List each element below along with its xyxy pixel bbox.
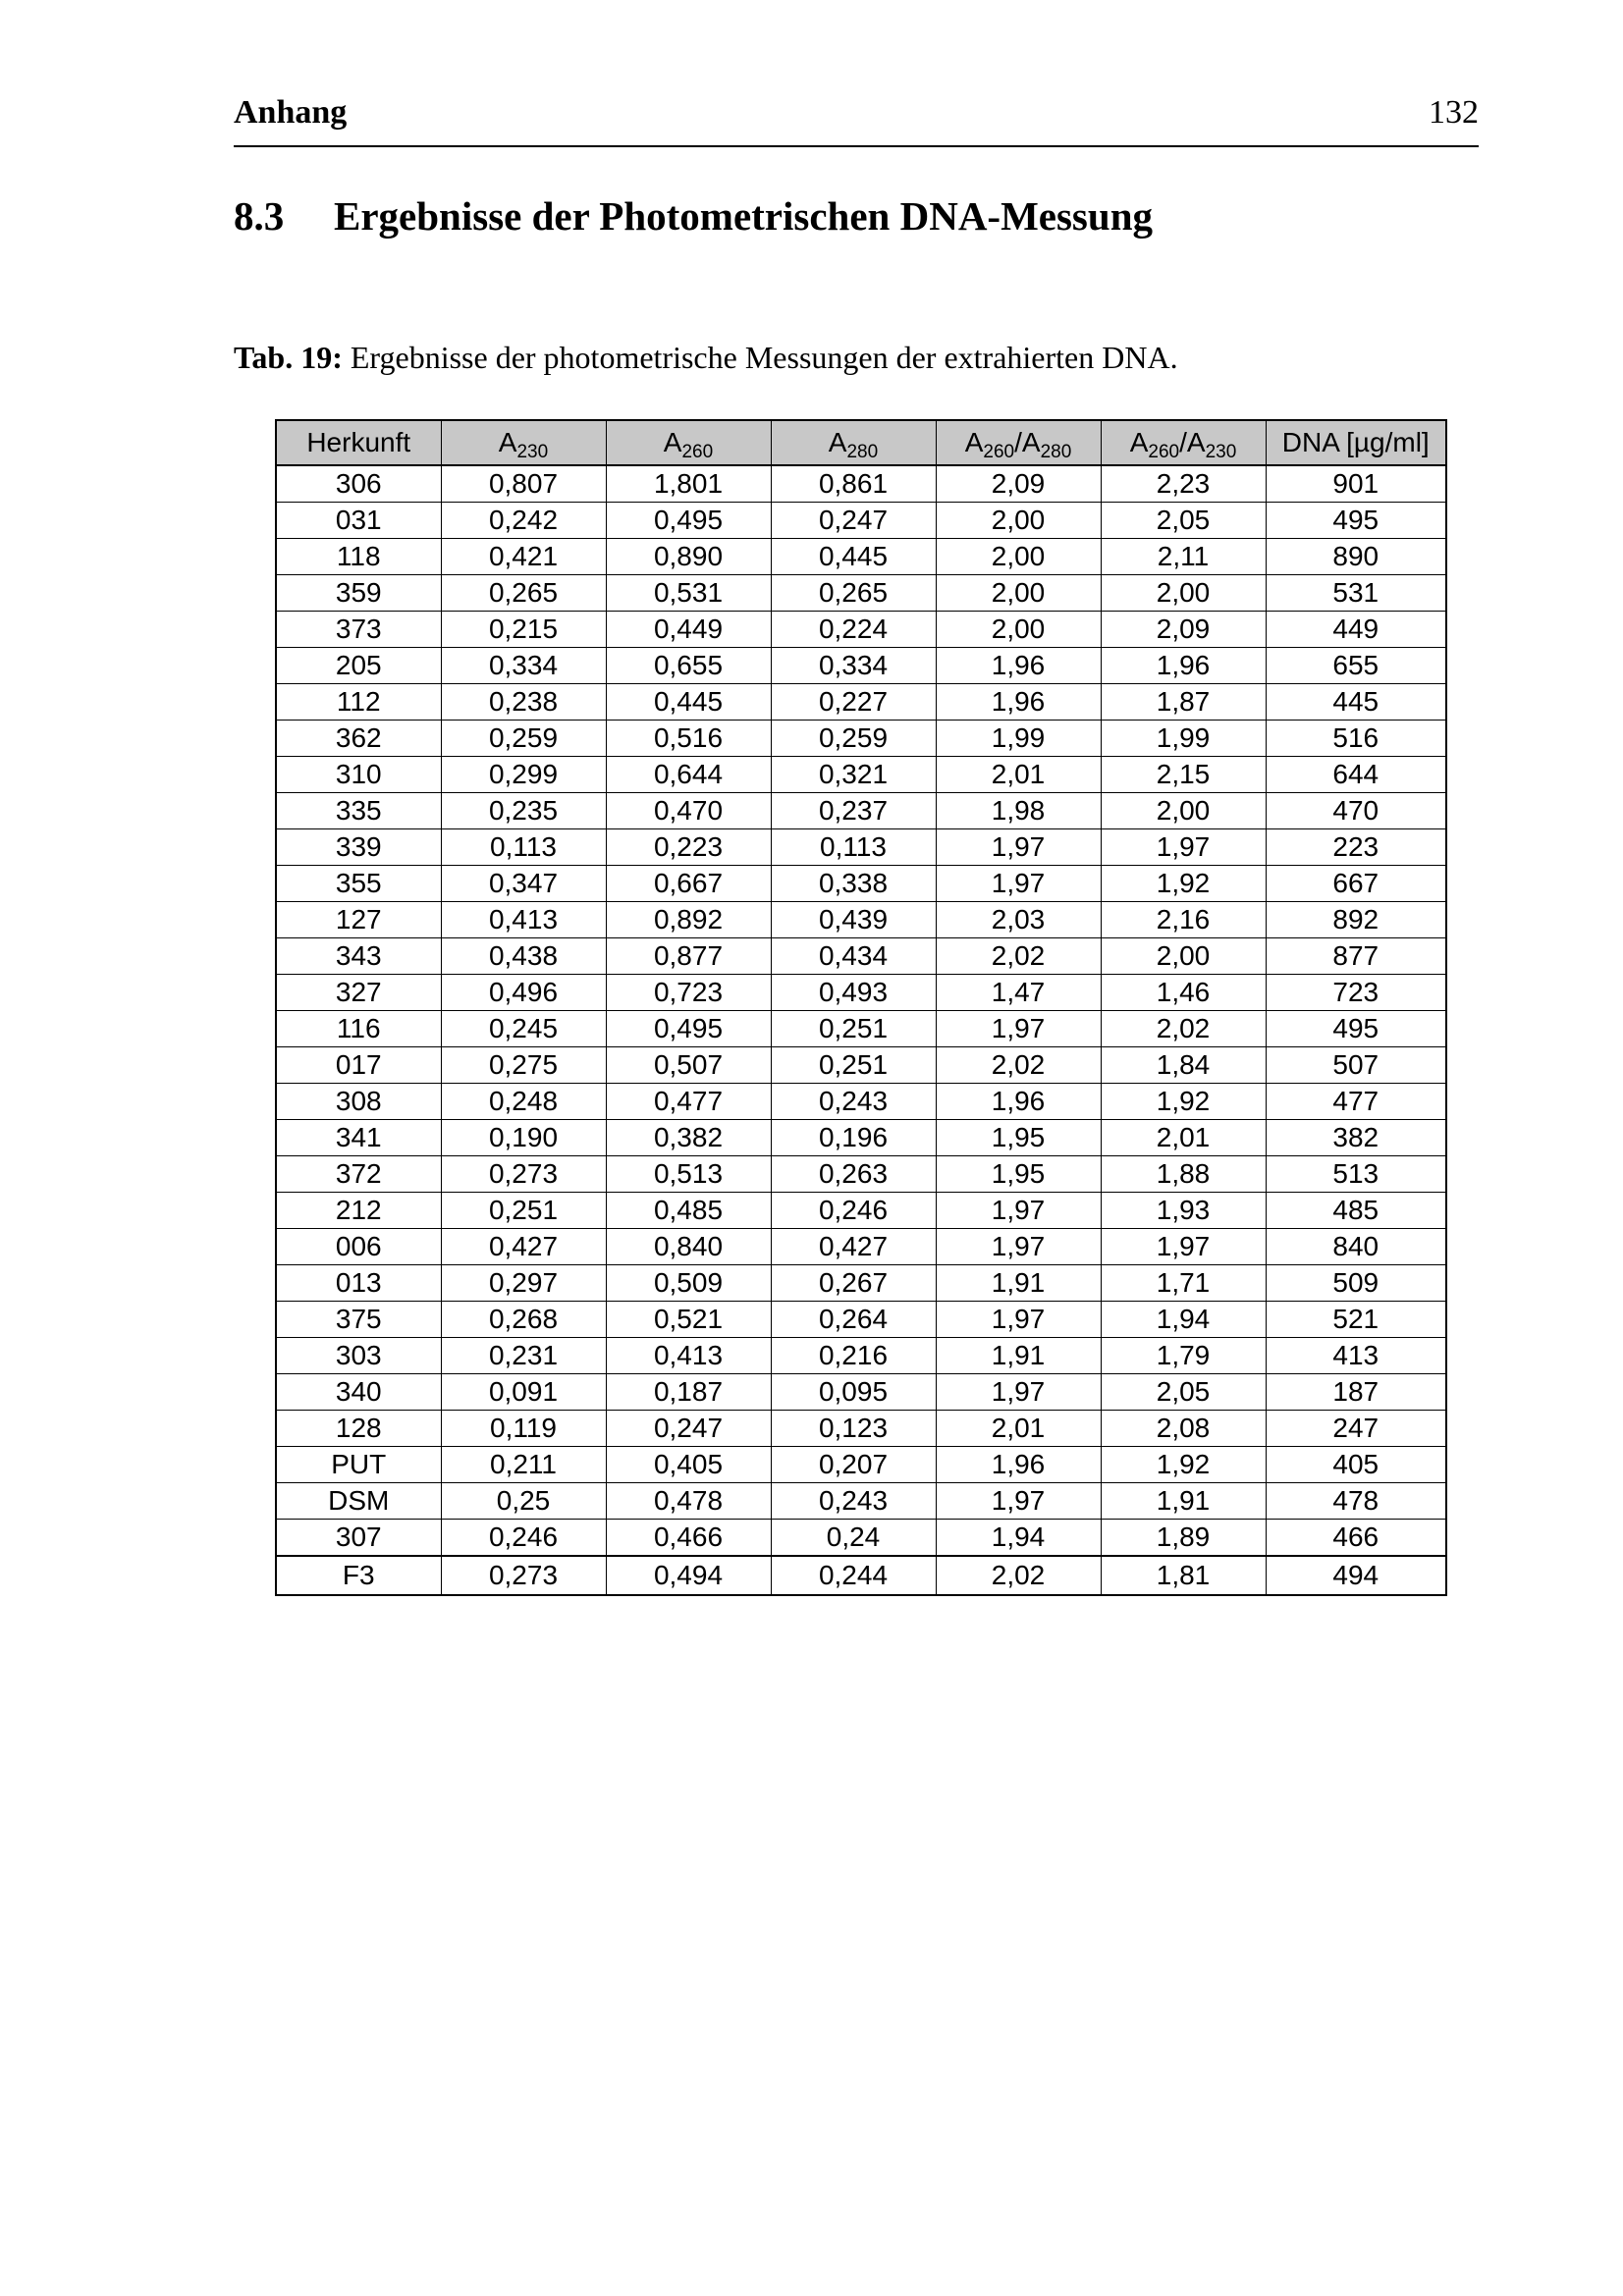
- cell-a280: 0,237: [771, 793, 936, 829]
- cell-a260-a230: 2,09: [1101, 612, 1266, 648]
- cell-herkunft: 362: [276, 721, 441, 757]
- cell-a260-a230: 1,99: [1101, 721, 1266, 757]
- cell-a230: 0,119: [441, 1411, 606, 1447]
- cell-a260: 0,382: [606, 1120, 771, 1156]
- cell-a280: 0,445: [771, 539, 936, 575]
- cell-a260: 0,723: [606, 975, 771, 1011]
- table-header-row: [276, 420, 1446, 465]
- column-header-a260-a280: [936, 420, 1101, 465]
- cell-a280: 0,321: [771, 757, 936, 793]
- cell-a280: 0,196: [771, 1120, 936, 1156]
- subscript: 260: [983, 442, 1015, 462]
- cell-a260-a280: 2,02: [936, 1047, 1101, 1084]
- cell-a260-a280: 2,01: [936, 1411, 1101, 1447]
- cell-a260-a280: 1,99: [936, 721, 1101, 757]
- cell-a260-a280: 1,97: [936, 1193, 1101, 1229]
- cell-a230: 0,297: [441, 1265, 606, 1302]
- cell-a260: 0,445: [606, 684, 771, 721]
- page-number: 132: [1429, 94, 1479, 131]
- column-header-dna: [1266, 420, 1446, 465]
- cell-herkunft: 307: [276, 1520, 441, 1557]
- cell-herkunft: PUT: [276, 1447, 441, 1483]
- cell-a260-a230: 1,79: [1101, 1338, 1266, 1374]
- cell-herkunft: 375: [276, 1302, 441, 1338]
- subscript: 230: [516, 442, 549, 462]
- cell-a280: 0,267: [771, 1265, 936, 1302]
- table-row: [276, 721, 1446, 757]
- cell-a230: 0,235: [441, 793, 606, 829]
- cell-a230: 0,248: [441, 1084, 606, 1120]
- cell-a280: 0,427: [771, 1229, 936, 1265]
- table-row: [276, 1229, 1446, 1265]
- cell-a230: 0,438: [441, 938, 606, 975]
- table-row: [276, 539, 1446, 575]
- cell-dna: 247: [1266, 1411, 1446, 1447]
- cell-a260-a280: 1,96: [936, 684, 1101, 721]
- cell-a230: 0,347: [441, 866, 606, 902]
- cell-a260-a230: 1,97: [1101, 1229, 1266, 1265]
- section-title: Ergebnisse der Photometrischen DNA-Messung: [334, 193, 1153, 239]
- cell-dna: 840: [1266, 1229, 1446, 1265]
- cell-a260: 0,509: [606, 1265, 771, 1302]
- table-row: [276, 612, 1446, 648]
- cell-a280: 0,439: [771, 902, 936, 938]
- cell-dna: 477: [1266, 1084, 1446, 1120]
- cell-a260-a230: 2,00: [1101, 575, 1266, 612]
- section-heading: [234, 192, 1153, 240]
- cell-a260-a230: 1,91: [1101, 1483, 1266, 1520]
- cell-a260-a280: 1,91: [936, 1338, 1101, 1374]
- cell-a260-a280: 1,95: [936, 1120, 1101, 1156]
- cell-a260-a280: 2,00: [936, 539, 1101, 575]
- cell-herkunft: 310: [276, 757, 441, 793]
- cell-a260-a230: 2,23: [1101, 465, 1266, 503]
- cell-a260: 0,449: [606, 612, 771, 648]
- cell-a260-a230: 1,71: [1101, 1265, 1266, 1302]
- cell-a260-a280: 2,00: [936, 612, 1101, 648]
- cell-dna: 667: [1266, 866, 1446, 902]
- cell-a260: 0,655: [606, 648, 771, 684]
- cell-herkunft: 373: [276, 612, 441, 648]
- cell-dna: 449: [1266, 612, 1446, 648]
- cell-a260-a280: 1,97: [936, 1374, 1101, 1411]
- cell-a280: 0,207: [771, 1447, 936, 1483]
- cell-a260-a230: 2,08: [1101, 1411, 1266, 1447]
- table-caption-label: Tab. 19:: [234, 340, 343, 375]
- subscript: 280: [1040, 442, 1072, 462]
- cell-a260: 0,470: [606, 793, 771, 829]
- cell-a260: 0,667: [606, 866, 771, 902]
- table-row: [276, 1156, 1446, 1193]
- cell-a280: 0,224: [771, 612, 936, 648]
- cell-herkunft: 212: [276, 1193, 441, 1229]
- table-row: [276, 575, 1446, 612]
- cell-a260-a230: 1,92: [1101, 1447, 1266, 1483]
- cell-herkunft: 116: [276, 1011, 441, 1047]
- cell-a230: 0,334: [441, 648, 606, 684]
- cell-a260-a230: 1,92: [1101, 1084, 1266, 1120]
- cell-a260-a230: 2,00: [1101, 938, 1266, 975]
- cell-a260-a230: 1,87: [1101, 684, 1266, 721]
- cell-a260-a280: 2,00: [936, 575, 1101, 612]
- cell-a230: 0,275: [441, 1047, 606, 1084]
- cell-a260-a280: 2,02: [936, 1556, 1101, 1595]
- cell-a260: 0,892: [606, 902, 771, 938]
- table-row: [276, 648, 1446, 684]
- header-text: DNA [µg/ml]: [1281, 427, 1430, 457]
- cell-a260-a280: 1,96: [936, 648, 1101, 684]
- section-number: 8.3: [234, 193, 285, 239]
- cell-herkunft: 359: [276, 575, 441, 612]
- cell-dna: 890: [1266, 539, 1446, 575]
- cell-dna: 509: [1266, 1265, 1446, 1302]
- table-row: [276, 684, 1446, 721]
- cell-a230: 0,421: [441, 539, 606, 575]
- table-row: [276, 1265, 1446, 1302]
- cell-a230: 0,268: [441, 1302, 606, 1338]
- cell-dna: 382: [1266, 1120, 1446, 1156]
- column-header-herkunft: [276, 420, 441, 465]
- table-row: [276, 1411, 1446, 1447]
- cell-a260: 0,485: [606, 1193, 771, 1229]
- subscript: 260: [681, 442, 714, 462]
- cell-a260: 0,187: [606, 1374, 771, 1411]
- table-row: [276, 902, 1446, 938]
- cell-a260-a230: 1,81: [1101, 1556, 1266, 1595]
- cell-herkunft: DSM: [276, 1483, 441, 1520]
- cell-dna: 495: [1266, 503, 1446, 539]
- cell-a260: 0,466: [606, 1520, 771, 1557]
- table-row: [276, 793, 1446, 829]
- table-row: [276, 829, 1446, 866]
- table-row: [276, 1374, 1446, 1411]
- table-row: [276, 1120, 1446, 1156]
- results-table: [275, 419, 1447, 1596]
- cell-a260: 0,247: [606, 1411, 771, 1447]
- cell-herkunft: 112: [276, 684, 441, 721]
- cell-dna: 901: [1266, 465, 1446, 503]
- cell-dna: 223: [1266, 829, 1446, 866]
- header-text: A: [663, 427, 682, 457]
- cell-herkunft: 343: [276, 938, 441, 975]
- subscript: 280: [846, 442, 879, 462]
- cell-a280: 0,246: [771, 1193, 936, 1229]
- header-text: Herkunft: [306, 427, 411, 457]
- cell-dna: 513: [1266, 1156, 1446, 1193]
- cell-a260-a280: 1,97: [936, 1011, 1101, 1047]
- table-row: [276, 1520, 1446, 1557]
- cell-a260-a280: 2,03: [936, 902, 1101, 938]
- cell-herkunft: 127: [276, 902, 441, 938]
- cell-a260-a280: 1,97: [936, 829, 1101, 866]
- table-row: [276, 465, 1446, 503]
- cell-dna: 470: [1266, 793, 1446, 829]
- cell-herkunft: 303: [276, 1338, 441, 1374]
- cell-a260-a280: 1,94: [936, 1520, 1101, 1557]
- cell-a260-a280: 1,97: [936, 1229, 1101, 1265]
- cell-a260: 0,478: [606, 1483, 771, 1520]
- cell-a280: 0,259: [771, 721, 936, 757]
- cell-a280: 0,243: [771, 1483, 936, 1520]
- table-row: [276, 866, 1446, 902]
- cell-herkunft: 205: [276, 648, 441, 684]
- table-body: [276, 465, 1446, 1595]
- header-text: A: [498, 427, 517, 457]
- cell-a280: 0,243: [771, 1084, 936, 1120]
- table-caption-text: Ergebnisse der photometrische Messungen der extrahierten DNA.: [342, 340, 1178, 375]
- column-header-a230: [441, 420, 606, 465]
- cell-a230: 0,299: [441, 757, 606, 793]
- cell-a230: 0,091: [441, 1374, 606, 1411]
- cell-dna: 723: [1266, 975, 1446, 1011]
- cell-a260-a280: 1,96: [936, 1084, 1101, 1120]
- cell-a230: 0,242: [441, 503, 606, 539]
- cell-a280: 0,338: [771, 866, 936, 902]
- cell-a230: 0,273: [441, 1156, 606, 1193]
- cell-a260: 0,531: [606, 575, 771, 612]
- cell-a260-a280: 1,97: [936, 866, 1101, 902]
- table-row: [276, 1084, 1446, 1120]
- cell-a280: 0,113: [771, 829, 936, 866]
- cell-a260-a230: 1,89: [1101, 1520, 1266, 1557]
- cell-herkunft: 308: [276, 1084, 441, 1120]
- cell-a260-a280: 1,47: [936, 975, 1101, 1011]
- cell-herkunft: 335: [276, 793, 441, 829]
- cell-herkunft: 306: [276, 465, 441, 503]
- cell-a260-a230: 2,05: [1101, 503, 1266, 539]
- cell-a260-a230: 1,92: [1101, 866, 1266, 902]
- cell-a260-a230: 2,00: [1101, 793, 1266, 829]
- cell-a280: 0,216: [771, 1338, 936, 1374]
- cell-a260: 0,223: [606, 829, 771, 866]
- cell-a230: 0,215: [441, 612, 606, 648]
- cell-a260-a280: 1,96: [936, 1447, 1101, 1483]
- cell-a280: 0,244: [771, 1556, 936, 1595]
- cell-a230: 0,273: [441, 1556, 606, 1595]
- cell-a260-a230: 2,11: [1101, 539, 1266, 575]
- cell-a280: 0,265: [771, 575, 936, 612]
- cell-a230: 0,413: [441, 902, 606, 938]
- cell-dna: 877: [1266, 938, 1446, 975]
- cell-herkunft: 341: [276, 1120, 441, 1156]
- cell-a230: 0,25: [441, 1483, 606, 1520]
- cell-a230: 0,231: [441, 1338, 606, 1374]
- cell-dna: 507: [1266, 1047, 1446, 1084]
- cell-a260-a280: 2,01: [936, 757, 1101, 793]
- cell-herkunft: 372: [276, 1156, 441, 1193]
- subscript: 260: [1148, 442, 1180, 462]
- cell-a280: 0,264: [771, 1302, 936, 1338]
- header-text: /A: [1014, 427, 1041, 457]
- cell-a280: 0,334: [771, 648, 936, 684]
- cell-a260: 0,890: [606, 539, 771, 575]
- cell-dna: 495: [1266, 1011, 1446, 1047]
- cell-herkunft: 128: [276, 1411, 441, 1447]
- cell-a230: 0,496: [441, 975, 606, 1011]
- cell-herkunft: 340: [276, 1374, 441, 1411]
- cell-a260-a280: 2,09: [936, 465, 1101, 503]
- cell-dna: 478: [1266, 1483, 1446, 1520]
- cell-a260: 0,413: [606, 1338, 771, 1374]
- cell-a280: 0,123: [771, 1411, 936, 1447]
- table-row: [276, 1338, 1446, 1374]
- table-row: [276, 1556, 1446, 1595]
- cell-a260-a280: 2,02: [936, 938, 1101, 975]
- cell-a260-a230: 2,05: [1101, 1374, 1266, 1411]
- cell-a260: 0,877: [606, 938, 771, 975]
- cell-dna: 644: [1266, 757, 1446, 793]
- cell-dna: 521: [1266, 1302, 1446, 1338]
- table-row: [276, 975, 1446, 1011]
- cell-a260: 0,405: [606, 1447, 771, 1483]
- cell-dna: 516: [1266, 721, 1446, 757]
- cell-a260: 0,495: [606, 1011, 771, 1047]
- cell-a230: 0,211: [441, 1447, 606, 1483]
- table-row: [276, 1047, 1446, 1084]
- chapter-title: Anhang: [234, 94, 348, 131]
- cell-a230: 0,245: [441, 1011, 606, 1047]
- cell-a280: 0,434: [771, 938, 936, 975]
- cell-a260-a230: 1,96: [1101, 648, 1266, 684]
- cell-herkunft: 017: [276, 1047, 441, 1084]
- cell-a260-a280: 1,95: [936, 1156, 1101, 1193]
- cell-herkunft: 031: [276, 503, 441, 539]
- cell-a260-a230: 2,16: [1101, 902, 1266, 938]
- cell-dna: 485: [1266, 1193, 1446, 1229]
- cell-a280: 0,493: [771, 975, 936, 1011]
- cell-dna: 892: [1266, 902, 1446, 938]
- cell-a280: 0,227: [771, 684, 936, 721]
- column-header-a280: [771, 420, 936, 465]
- cell-a260: 0,521: [606, 1302, 771, 1338]
- cell-a260: 0,513: [606, 1156, 771, 1193]
- running-head: [234, 94, 1479, 147]
- header-text: /A: [1179, 427, 1206, 457]
- header-text: A: [964, 427, 984, 457]
- table-row: [276, 1447, 1446, 1483]
- cell-a260-a230: 1,93: [1101, 1193, 1266, 1229]
- cell-a260-a280: 1,97: [936, 1483, 1101, 1520]
- cell-a260-a230: 2,15: [1101, 757, 1266, 793]
- cell-a230: 0,251: [441, 1193, 606, 1229]
- cell-a260-a280: 2,00: [936, 503, 1101, 539]
- cell-a260: 0,494: [606, 1556, 771, 1595]
- cell-a260: 0,495: [606, 503, 771, 539]
- cell-a230: 0,427: [441, 1229, 606, 1265]
- cell-a260-a230: 1,84: [1101, 1047, 1266, 1084]
- cell-a260: 0,516: [606, 721, 771, 757]
- subscript: 230: [1205, 442, 1237, 462]
- cell-a230: 0,259: [441, 721, 606, 757]
- cell-a260: 0,840: [606, 1229, 771, 1265]
- cell-herkunft: 339: [276, 829, 441, 866]
- cell-a280: 0,251: [771, 1011, 936, 1047]
- header-text: A: [1129, 427, 1149, 457]
- cell-a260-a230: 1,97: [1101, 829, 1266, 866]
- cell-a260-a230: 2,01: [1101, 1120, 1266, 1156]
- cell-a260: 0,477: [606, 1084, 771, 1120]
- cell-dna: 531: [1266, 575, 1446, 612]
- cell-a260-a230: 1,94: [1101, 1302, 1266, 1338]
- cell-a280: 0,263: [771, 1156, 936, 1193]
- cell-a280: 0,861: [771, 465, 936, 503]
- cell-herkunft: 118: [276, 539, 441, 575]
- cell-a280: 0,095: [771, 1374, 936, 1411]
- table-caption: [234, 340, 1178, 376]
- cell-dna: 413: [1266, 1338, 1446, 1374]
- cell-a260: 0,507: [606, 1047, 771, 1084]
- cell-a260-a280: 1,98: [936, 793, 1101, 829]
- cell-dna: 466: [1266, 1520, 1446, 1557]
- table-row: [276, 757, 1446, 793]
- cell-a280: 0,251: [771, 1047, 936, 1084]
- table-row: [276, 1483, 1446, 1520]
- table-row: [276, 503, 1446, 539]
- cell-a260-a280: 1,91: [936, 1265, 1101, 1302]
- cell-a280: 0,247: [771, 503, 936, 539]
- cell-a230: 0,807: [441, 465, 606, 503]
- cell-a260-a230: 1,88: [1101, 1156, 1266, 1193]
- cell-dna: 494: [1266, 1556, 1446, 1595]
- table-row: [276, 1302, 1446, 1338]
- cell-herkunft: 006: [276, 1229, 441, 1265]
- cell-a260-a230: 1,46: [1101, 975, 1266, 1011]
- cell-herkunft: 013: [276, 1265, 441, 1302]
- cell-dna: 187: [1266, 1374, 1446, 1411]
- cell-a280: 0,24: [771, 1520, 936, 1557]
- cell-dna: 445: [1266, 684, 1446, 721]
- cell-a260: 0,644: [606, 757, 771, 793]
- cell-a230: 0,265: [441, 575, 606, 612]
- cell-a260-a230: 2,02: [1101, 1011, 1266, 1047]
- table-row: [276, 938, 1446, 975]
- cell-a230: 0,113: [441, 829, 606, 866]
- cell-a230: 0,190: [441, 1120, 606, 1156]
- cell-a230: 0,246: [441, 1520, 606, 1557]
- cell-dna: 405: [1266, 1447, 1446, 1483]
- cell-herkunft: F3: [276, 1556, 441, 1595]
- cell-herkunft: 355: [276, 866, 441, 902]
- cell-a230: 0,238: [441, 684, 606, 721]
- header-text: A: [828, 427, 847, 457]
- column-header-a260: [606, 420, 771, 465]
- column-header-a260-a230: [1101, 420, 1266, 465]
- table-row: [276, 1011, 1446, 1047]
- cell-a260-a280: 1,97: [936, 1302, 1101, 1338]
- table-row: [276, 1193, 1446, 1229]
- cell-dna: 655: [1266, 648, 1446, 684]
- cell-a260: 1,801: [606, 465, 771, 503]
- cell-herkunft: 327: [276, 975, 441, 1011]
